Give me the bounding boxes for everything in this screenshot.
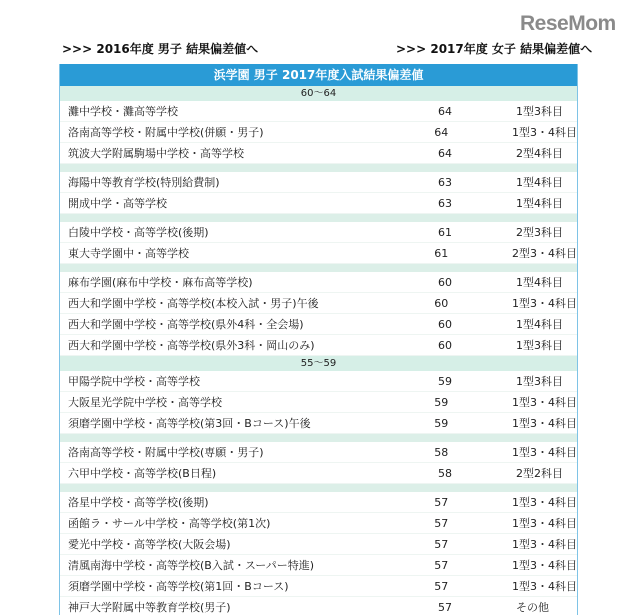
table-row xyxy=(60,442,577,463)
school-name: 筑波大学附属駒場中学校・高等学校 xyxy=(68,147,244,160)
resemom-logo: ReseMom xyxy=(520,12,616,35)
school-name: 灘中学校・灘高等学校 xyxy=(68,105,178,118)
deviation-score: 57 xyxy=(438,600,452,614)
deviation-score: 63 xyxy=(438,175,452,189)
exam-subjects: 1型3・4科目 xyxy=(512,446,577,459)
table-row xyxy=(60,335,577,356)
deviation-score: 60 xyxy=(438,338,452,352)
exam-subjects: 1型3・4科目 xyxy=(512,396,577,409)
table-row xyxy=(60,513,577,534)
table-row xyxy=(60,492,577,513)
school-name: 麻布学園(麻布中学校・麻布高等学校) xyxy=(68,276,253,289)
exam-subjects: 1型3・4科目 xyxy=(512,580,577,593)
deviation-score: 60 xyxy=(438,317,452,331)
deviation-score: 58 xyxy=(438,466,452,480)
deviation-score: 57 xyxy=(434,537,449,551)
table-row xyxy=(60,293,577,314)
deviation-score: 61 xyxy=(438,225,452,239)
deviation-score: 59 xyxy=(438,374,452,388)
results-table xyxy=(59,64,578,615)
deviation-score: 60 xyxy=(438,275,452,289)
exam-subjects: 1型3・4科目 xyxy=(512,496,577,509)
table-row xyxy=(60,101,577,122)
deviation-score: 64 xyxy=(434,125,449,139)
group-divider xyxy=(60,164,577,172)
group-divider xyxy=(60,484,577,492)
exam-subjects: 1型3・4科目 xyxy=(512,538,577,551)
school-name: 甲陽学院中学校・高等学校 xyxy=(68,375,200,388)
school-name: 西大和学園中学校・高等学校(県外4科・全会場) xyxy=(68,318,304,331)
school-name: 須磨学園中学校・高等学校(第1回・Bコース) xyxy=(68,580,289,593)
exam-subjects: 1型3・4科目 xyxy=(512,297,577,310)
table-row xyxy=(60,193,577,214)
table-row xyxy=(60,272,577,293)
school-name: 西大和学園中学校・高等学校(県外3科・岡山のみ) xyxy=(68,339,315,352)
year-links xyxy=(62,40,632,58)
exam-subjects: その他 xyxy=(516,601,549,614)
school-name: 大阪星光学院中学校・高等学校 xyxy=(68,396,222,409)
school-name: 愛光中学校・高等学校(大阪会場) xyxy=(68,538,231,551)
score-range-header: 55〜59 xyxy=(60,356,577,371)
deviation-score: 59 xyxy=(434,395,449,409)
table-row xyxy=(60,555,577,576)
exam-subjects: 1型3・4科目 xyxy=(512,517,577,530)
exam-subjects: 2型4科目 xyxy=(516,147,563,160)
exam-subjects: 1型3科目 xyxy=(516,339,563,352)
exam-subjects: 1型4科目 xyxy=(516,276,563,289)
deviation-score: 57 xyxy=(434,579,449,593)
deviation-score: 57 xyxy=(434,558,449,572)
exam-subjects: 2型3科目 xyxy=(516,226,563,239)
exam-subjects: 1型3・4科目 xyxy=(512,559,577,572)
school-name: 洛南高等学校・附属中学校(専願・男子) xyxy=(68,446,264,459)
table-title: 浜学園 男子 2017年度入試結果偏差値 xyxy=(60,64,577,86)
table-row xyxy=(60,534,577,555)
exam-subjects: 1型3科目 xyxy=(516,375,563,388)
table-row xyxy=(60,314,577,335)
exam-subjects: 2型3・4科目 xyxy=(512,247,577,260)
group-divider xyxy=(60,264,577,272)
table-row xyxy=(60,122,577,143)
school-name: 清風南海中学校・高等学校(B入試・スーパー特進) xyxy=(68,559,315,572)
table-row xyxy=(60,392,577,413)
school-name: 洛星中学校・高等学校(後期) xyxy=(68,496,209,509)
school-name: 開成中学・高等学校 xyxy=(68,197,167,210)
deviation-score: 63 xyxy=(438,196,452,210)
link-2016-boys-results[interactable]: >>> 2016年度 男子 結果偏差値へ xyxy=(62,42,259,56)
table-row xyxy=(60,143,577,164)
school-name: 洛南高等学校・附属中学校(併願・男子) xyxy=(68,126,264,139)
school-name: 須磨学園中学校・高等学校(第3回・Bコース)午後 xyxy=(68,417,311,430)
deviation-score: 57 xyxy=(434,495,449,509)
group-divider xyxy=(60,434,577,442)
table-row xyxy=(60,413,577,434)
school-name: 海陽中等教育学校(特別給費制) xyxy=(68,176,220,189)
exam-subjects: 1型3科目 xyxy=(516,105,563,118)
deviation-score: 60 xyxy=(434,296,449,310)
deviation-score: 61 xyxy=(434,246,449,260)
group-divider xyxy=(60,214,577,222)
table-row xyxy=(60,576,577,597)
deviation-score: 59 xyxy=(434,416,449,430)
table-row xyxy=(60,172,577,193)
school-name: 六甲中学校・高等学校(B日程) xyxy=(68,467,217,480)
table-row xyxy=(60,371,577,392)
exam-subjects: 1型4科目 xyxy=(516,176,563,189)
table-row xyxy=(60,597,577,615)
deviation-score: 64 xyxy=(438,146,452,160)
school-name: 神戸大学附属中等教育学校(男子) xyxy=(68,601,231,614)
school-name: 白陵中学校・高等学校(後期) xyxy=(68,226,209,239)
table-row xyxy=(60,243,577,264)
exam-subjects: 1型3・4科目 xyxy=(512,126,577,139)
score-range-header: 60〜64 xyxy=(60,86,577,101)
deviation-score: 64 xyxy=(438,104,452,118)
exam-subjects: 1型4科目 xyxy=(516,318,563,331)
deviation-score: 58 xyxy=(434,445,449,459)
school-name: 西大和学園中学校・高等学校(本校入試・男子)午後 xyxy=(68,297,319,310)
table-row xyxy=(60,463,577,484)
table-body xyxy=(60,86,577,615)
school-name: 函館ラ・サール中学校・高等学校(第1次) xyxy=(68,517,271,530)
deviation-score: 57 xyxy=(434,516,449,530)
exam-subjects: 1型3・4科目 xyxy=(512,417,577,430)
exam-subjects: 1型4科目 xyxy=(516,197,563,210)
table-row xyxy=(60,222,577,243)
link-2017-girls-results[interactable]: >>> 2017年度 女子 結果偏差値へ xyxy=(396,42,593,56)
exam-subjects: 2型2科目 xyxy=(516,467,563,480)
school-name: 東大寺学園中・高等学校 xyxy=(68,247,189,260)
